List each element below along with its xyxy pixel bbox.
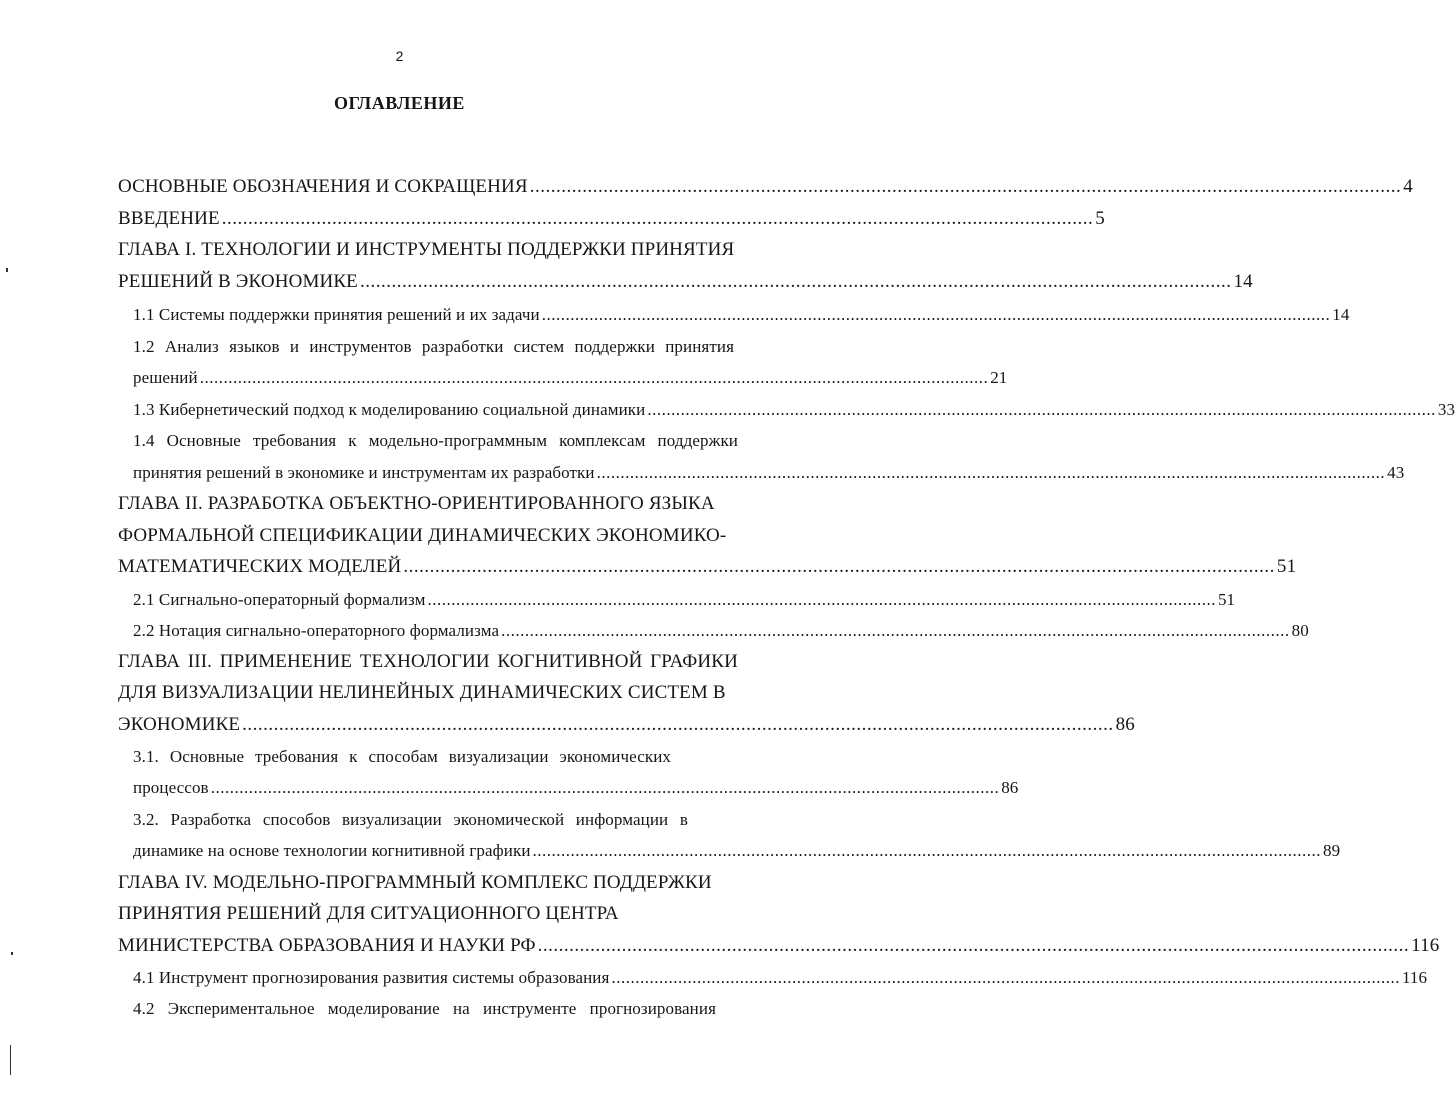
toc-title: ОГЛАВЛЕНИЕ: [334, 93, 465, 113]
toc-entry-page: 5: [1095, 208, 1105, 229]
toc-entry-text: 1.3 Кибернетический подход к моделированию социальной динамики: [133, 400, 646, 419]
toc-entry: [133, 463, 1405, 483]
toc-entry-text: ПРИНЯТИЯ РЕШЕНИЙ ДЛЯ СИТУАЦИОННОГО ЦЕНТРА: [118, 903, 619, 924]
toc-entry: [118, 239, 735, 261]
toc-entry: [118, 271, 1253, 293]
toc-entry-page: 51: [1217, 590, 1236, 609]
toc-entry-text: МАТЕМАТИЧЕСКИХ МОДЕЛЕЙ: [118, 556, 402, 577]
page-number: 2: [395, 48, 404, 64]
toc-entry-text: 2.2 Нотация сигнально-операторного формализма: [133, 621, 500, 640]
toc-entry-page: 14: [1233, 271, 1253, 292]
toc-entry: [133, 841, 1341, 861]
toc-entry: [133, 590, 1236, 610]
toc-entry-page: 86: [1001, 778, 1019, 797]
toc-entry-text: ВВЕДЕНИЕ: [118, 208, 220, 229]
toc-entry: [118, 525, 727, 547]
toc-entry-text: 1.4 Основные требования к модельно-программным комплексам поддержки: [133, 431, 738, 450]
toc-entry-text: 3.1. Основные требования к способам визуализации экономических: [133, 747, 671, 766]
toc-entry-text: 1.1 Системы поддержки принятия решений и их задачи: [133, 305, 540, 324]
toc-entry-page: 51: [1276, 556, 1297, 577]
toc-entry-text: 2.1 Сигнально-операторный формализм: [133, 590, 426, 609]
leader-dots: ......................................................................................................................................................................: [403, 556, 1275, 577]
toc-entry-page: 43: [1387, 463, 1405, 482]
leader-dots: ......................................................................................................................................................................: [537, 935, 1410, 956]
leader-dots: ......................................................................................................................................................................: [221, 208, 1094, 229]
leader-dots: ......................................................................................................................................................................: [359, 271, 1232, 292]
toc-entry-text: 4.2 Экспериментальное моделирование на инструменте прогнозирования: [133, 999, 716, 1018]
toc-entry: [133, 431, 738, 451]
toc-entry-page: 21: [990, 368, 1008, 387]
toc-entry: [118, 935, 1440, 957]
toc-entry-text: ЭКОНОМИКЕ: [118, 714, 241, 735]
toc-entry-text: ГЛАВА I. ТЕХНОЛОГИИ И ИНСТРУМЕНТЫ ПОДДЕРЖКИ ПРИНЯТИЯ: [118, 239, 735, 260]
toc-entry-page: 86: [1115, 714, 1135, 735]
toc-entry-page: 80: [1291, 621, 1309, 640]
toc-entry: [133, 999, 716, 1019]
toc-entry-page: 4: [1403, 176, 1413, 197]
toc-entry: [133, 337, 734, 357]
toc-entry: [118, 872, 712, 894]
toc-entry-text: ГЛАВА III. ПРИМЕНЕНИЕ ТЕХНОЛОГИИ КОГНИТИВНОЙ ГРАФИКИ: [118, 651, 738, 672]
toc-entry-text: динамике на основе технологии когнитивной графики: [133, 841, 531, 860]
toc-entry: [133, 305, 1350, 325]
leader-dots: ......................................................................................................................................................................: [210, 778, 1000, 797]
leader-dots: ......................................................................................................................................................................: [501, 621, 1290, 640]
leader-dots: ......................................................................................................................................................................: [242, 714, 1114, 735]
scan-mark: [10, 1045, 11, 1075]
leader-dots: ......................................................................................................................................................................: [596, 463, 1386, 482]
leader-dots: ......................................................................................................................................................................: [529, 176, 1402, 197]
toc-entry: [118, 714, 1135, 736]
toc-entry-text: решений: [133, 368, 198, 387]
toc-entry: [133, 368, 1008, 388]
toc-entry: [118, 556, 1297, 578]
toc-entry-text: ДЛЯ ВИЗУАЛИЗАЦИИ НЕЛИНЕЙНЫХ ДИНАМИЧЕСКИХ СИСТЕМ В: [118, 682, 726, 703]
leader-dots: ......................................................................................................................................................................: [611, 968, 1400, 987]
leader-dots: ......................................................................................................................................................................: [427, 590, 1216, 609]
scan-mark: [6, 268, 8, 272]
toc-entry-page: 89: [1323, 841, 1341, 860]
toc-entry-page: 116: [1411, 935, 1440, 956]
toc-entry: [118, 176, 1413, 198]
leader-dots: ......................................................................................................................................................................: [647, 400, 1436, 419]
toc-entry: [133, 778, 1019, 798]
toc-entry-text: процессов: [133, 778, 209, 797]
toc-entry-text: ГЛАВА IV. МОДЕЛЬНО-ПРОГРАММНЫЙ КОМПЛЕКС ПОДДЕРЖКИ: [118, 872, 712, 893]
toc-entry: [118, 651, 738, 673]
toc-entry-text: принятия решений в экономике и инструментам их разработки: [133, 463, 595, 482]
toc-entry: [133, 810, 688, 830]
scan-mark: [11, 952, 13, 955]
toc-entry: [133, 621, 1309, 641]
toc-entry-text: 3.2. Разработка способов визуализации экономической информации в: [133, 810, 688, 829]
leader-dots: ......................................................................................................................................................................: [199, 368, 989, 387]
toc-entry: [118, 903, 619, 925]
toc-entry-text: 1.2 Анализ языков и инструментов разработки систем поддержки принятия: [133, 337, 734, 356]
toc-entry-text: ОСНОВНЫЕ ОБОЗНАЧЕНИЯ И СОКРАЩЕНИЯ: [118, 176, 528, 197]
toc-entry: [133, 968, 1428, 988]
toc-entry-text: МИНИСТЕРСТВА ОБРАЗОВАНИЯ И НАУКИ РФ: [118, 935, 536, 956]
toc-entry: [118, 493, 715, 515]
toc-entry-text: ФОРМАЛЬНОЙ СПЕЦИФИКАЦИИ ДИНАМИЧЕСКИХ ЭКОНОМИКО-: [118, 525, 727, 546]
toc-entry: [133, 400, 1455, 420]
toc-entry-page: 14: [1332, 305, 1350, 324]
toc-entry-text: ГЛАВА II. РАЗРАБОТКА ОБЪЕКТНО-ОРИЕНТИРОВАННОГО ЯЗЫКА: [118, 493, 715, 514]
toc-entry: [118, 682, 726, 704]
toc-entry-page: 33: [1437, 400, 1455, 419]
leader-dots: ......................................................................................................................................................................: [532, 841, 1322, 860]
toc-entry: [118, 208, 1105, 230]
toc-entry-page: 116: [1401, 968, 1428, 987]
leader-dots: ......................................................................................................................................................................: [541, 305, 1331, 324]
toc-entry-text: РЕШЕНИЙ В ЭКОНОМИКЕ: [118, 271, 358, 292]
toc-entry-text: 4.1 Инструмент прогнозирования развития системы образования: [133, 968, 610, 987]
toc-entry: [133, 747, 671, 767]
